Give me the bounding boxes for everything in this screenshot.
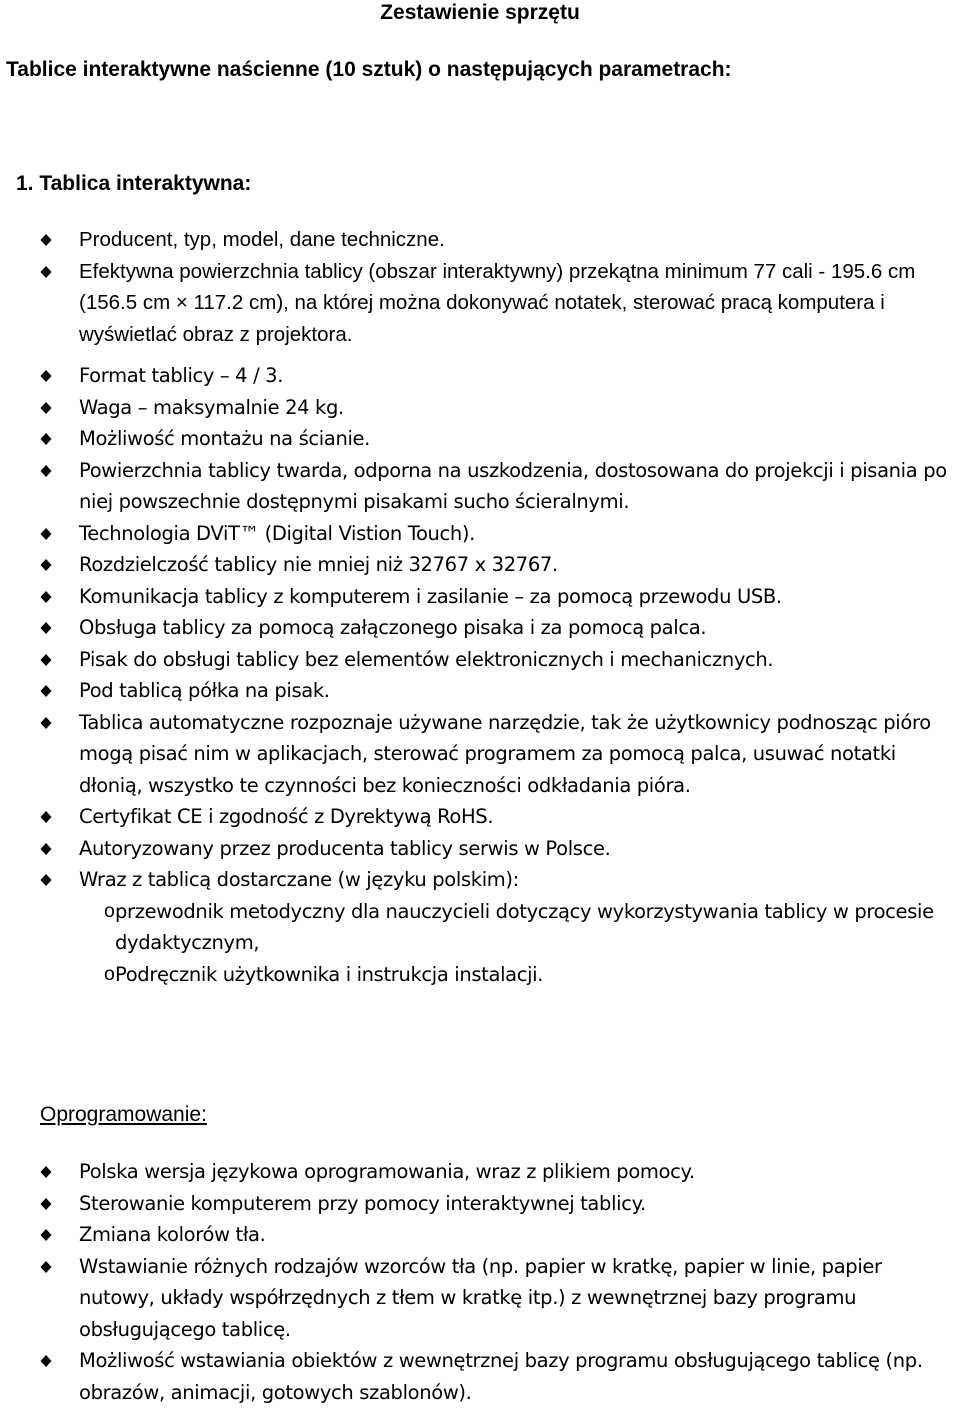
list-item xyxy=(0,644,960,676)
list-item-text: Technologia DViT™ (Digital Vistion Touch). xyxy=(79,521,476,545)
sub-list-item xyxy=(39,896,956,959)
diamond-bullet-icon xyxy=(40,1355,52,1367)
list-item-text: Format tablicy – 4 / 3. xyxy=(79,364,284,387)
list-item-text: Polska wersja językowa oprogramowania, wraz z plikiem pomocy. xyxy=(79,1160,695,1183)
list-item-text: Możliwość montażu na ścianie. xyxy=(79,427,371,450)
list-item-text: Efektywna powierzchnia tablicy (obszar interaktywny) przekątna minimum 77 cali - 195.6 cm (156.5 cm × 117.2 cm), na której można dokonywać notatek, sterować pracą komputera i wyświetlać obraz z projektora. xyxy=(79,259,916,346)
list-item xyxy=(0,455,960,518)
list-item-text: Komunikacja tablicy z komputerem i zasilanie – za pomocą przewodu USB. xyxy=(79,584,782,608)
list-item xyxy=(0,864,960,990)
software-list xyxy=(0,1156,960,1408)
page-title: Zestawienie sprzętu xyxy=(380,1,580,24)
list-item xyxy=(0,833,960,865)
list-item-text: Rozdzielczość tablicy nie mniej niż 32767 x 32767. xyxy=(79,553,558,576)
list-item-text: Pisak do obsługi tablicy bez elementów elektronicznych i mechanicznych. xyxy=(79,647,774,671)
list-item xyxy=(0,1345,960,1408)
list-item xyxy=(0,224,960,256)
list-item xyxy=(0,423,960,455)
sub-list-marker: o xyxy=(104,962,115,985)
diamond-bullet-icon xyxy=(40,528,52,540)
list-item-text: Powierzchnia tablicy twarda, odporna na uszkodzenia, dostosowana do projekcji i pisania po niej powszechnie dostępnymi pisakami sucho ścieralnymi. xyxy=(79,458,947,513)
sub-list-item xyxy=(39,959,956,991)
diamond-bullet-icon xyxy=(40,433,52,445)
diamond-bullet-icon xyxy=(40,874,52,886)
diamond-bullet-icon xyxy=(40,1229,52,1241)
list-item-text: Wraz z tablicą dostarczane (w języku polskim): xyxy=(79,868,519,891)
list-item xyxy=(0,360,960,392)
list-item xyxy=(0,801,960,833)
diamond-bullet-icon xyxy=(40,843,52,855)
list-item-text: Zmiana kolorów tła. xyxy=(79,1223,266,1246)
diamond-bullet-icon xyxy=(40,717,52,729)
list-item-text: Obsługa tablicy za pomocą załączonego pisaka i za pomocą palca. xyxy=(79,616,707,639)
diamond-bullet-icon xyxy=(40,402,52,414)
diamond-bullet-icon xyxy=(40,1198,52,1210)
list-item xyxy=(0,1219,960,1251)
diamond-bullet-icon xyxy=(40,622,52,634)
list-item xyxy=(0,612,960,644)
list-item xyxy=(0,549,960,581)
hardware-list xyxy=(0,224,960,990)
list-item-text: Wstawianie różnych rodzajów wzorców tła (np. papier w kratkę, papier w linie, papier nutowy, układy współrzędnych z tłem w kratkę itp.) z wewnętrznej bazy programu obsługującego tablicę. xyxy=(79,1254,882,1341)
diamond-bullet-icon xyxy=(40,465,52,477)
list-item-text: Pod tablicą półka na pisak. xyxy=(79,679,330,702)
list-item-text: Tablica automatyczne rozpoznaje używane narzędzie, tak że użytkownicy podnosząc pióro mogą pisać nim w aplikacjach, sterować programem za pomocą palca, usuwać notatki dłonią, wszystko te czynności bez konieczności odkładania pióra. xyxy=(79,710,931,797)
diamond-bullet-icon xyxy=(40,234,52,246)
sub-list-marker: o xyxy=(104,899,115,922)
diamond-bullet-icon xyxy=(40,654,52,666)
sub-list-item-text: Podręcznik użytkownika i instrukcja instalacji. xyxy=(115,962,544,986)
list-item-text: Waga – maksymalnie 24 kg. xyxy=(79,395,344,419)
diamond-bullet-icon xyxy=(40,685,52,697)
section-heading-board: 1. Tablica interaktywna: xyxy=(16,172,252,195)
software-heading: Oprogramowanie: xyxy=(40,1103,207,1126)
list-item-text: Producent, typ, model, dane techniczne. xyxy=(79,228,445,251)
diamond-bullet-icon xyxy=(40,591,52,603)
list-item xyxy=(0,518,960,550)
list-item xyxy=(0,707,960,802)
sub-list xyxy=(79,896,956,991)
list-item-text: Sterowanie komputerem przy pomocy interaktywnej tablicy. xyxy=(79,1191,646,1215)
list-item-text: Autoryzowany przez producenta tablicy serwis w Polsce. xyxy=(79,836,611,860)
diamond-bullet-icon xyxy=(40,559,52,571)
list-item xyxy=(0,392,960,424)
list-item xyxy=(0,581,960,613)
page-subtitle: Tablice interaktywne naścienne (10 sztuk) o następujących parametrach: xyxy=(6,58,732,81)
diamond-bullet-icon xyxy=(40,370,52,382)
diamond-bullet-icon xyxy=(40,1166,52,1178)
list-item-text: Możliwość wstawiania obiektów z wewnętrznej bazy programu obsługującego tablicę (np. obrazów, animacji, gotowych szablonów). xyxy=(79,1349,923,1404)
list-item-text: Certyfikat CE i zgodność z Dyrektywą RoHS. xyxy=(79,805,494,828)
list-item xyxy=(0,256,960,351)
diamond-bullet-icon xyxy=(40,811,52,823)
list-item xyxy=(0,1251,960,1346)
list-item xyxy=(0,675,960,707)
diamond-bullet-icon xyxy=(40,266,52,278)
sub-list-item-text: przewodnik metodyczny dla nauczycieli dotyczący wykorzystywania tablicy w procesie dydaktycznym, xyxy=(115,899,934,954)
list-item xyxy=(0,1156,960,1188)
diamond-bullet-icon xyxy=(40,1261,52,1273)
list-item xyxy=(0,1188,960,1220)
